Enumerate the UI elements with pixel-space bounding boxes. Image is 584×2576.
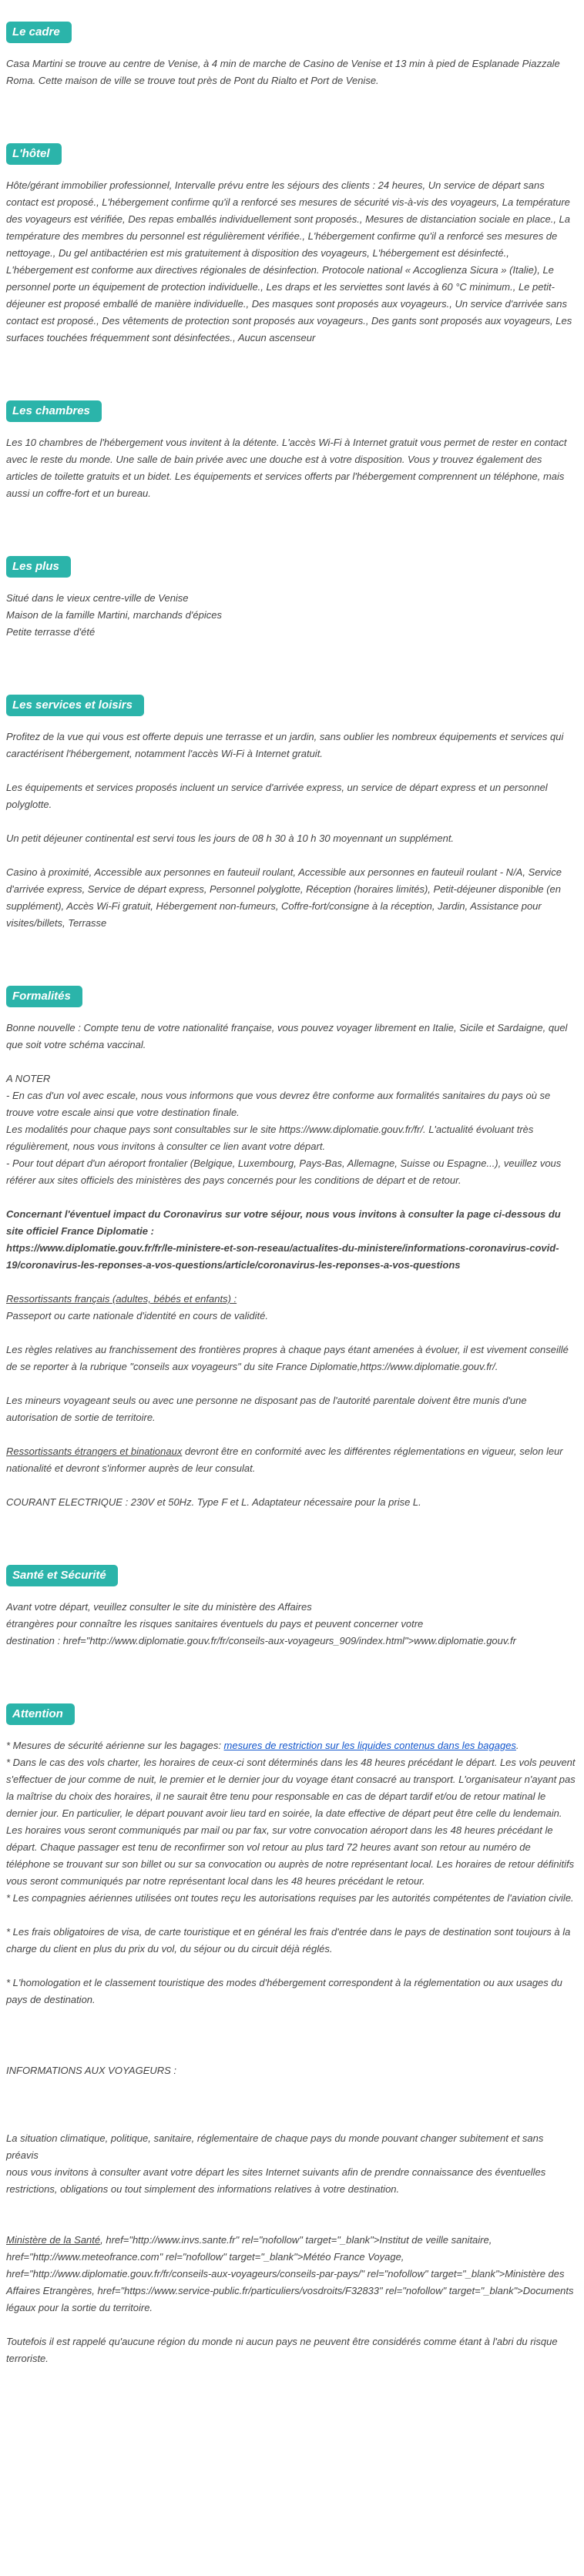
- text-run: Avant votre départ, veuillez consulter le site du ministère des Affaires: [6, 1601, 312, 1613]
- section-body-sante-et-securite: [6, 1599, 576, 1650]
- text-link[interactable]: mesures de restriction sur les liquides contenus dans les bagages: [223, 1740, 516, 1751]
- text-run: Les modalités pour chaque pays sont consultables sur le site https://www.diplomatie.gouv.fr/fr/. L'actualité évoluant très régulièrement, nous vous invitons à consulter ce lien avant votre départ.: [6, 1124, 534, 1152]
- text-run: Petite terrasse d'été: [6, 626, 96, 638]
- text-block: [6, 1240, 576, 1274]
- text-run: Un petit déjeuner continental est servi tous les jours de 08 h 30 à 10 h 30 moyennant un supplément.: [6, 832, 455, 844]
- text-block: [6, 624, 576, 641]
- text-block: [6, 779, 576, 813]
- text-run: Casa Martini se trouve au centre de Venise, à 4 min de marche de Casino de Venise et 13 min à pied de Esplanade Piazzale Roma. Cette maison de ville se trouve tout près de Pont du Rialto et Port de Venise.: [6, 58, 560, 86]
- text-block: [6, 1020, 576, 1054]
- section-informations-voyageurs: [6, 2062, 576, 2367]
- text-run: Les règles relatives au franchissement des frontières propres à chaque pays étant amenées à évoluer, il est vivement conseillé de se reporter à la rubrique "conseils aux voyageurs" du site France Diplomatie,https://www.diplomatie.gouv.fr/.: [6, 1344, 569, 1372]
- section-body-informations-voyageurs: [6, 2062, 576, 2367]
- text-run: Bonne nouvelle : Compte tenu de votre nationalité française, vous pouvez voyager librement en Italie, Sicile et Sardaigne, quel que soit votre schéma vaccinal.: [6, 1022, 568, 1050]
- text-run: Passeport ou carte nationale d'identité en cours de validité.: [6, 1310, 268, 1321]
- text-run: Hôte/gérant immobilier professionnel, Intervalle prévu entre les séjours des clients : 24 heures, Un service de départ sans contact est proposé., L'hébergement confirme qu'il a renforcé ses mesures de sécurité vis-à-vis des voyageurs, La température des voyageurs est vérifiée, Des repas emballés individuellement sont proposés., Mesures de distanciation sociale en place., La température des membres du personnel est régulièrement vérifiée., L'hébergement confirme qu'il a renforcé ses mesures de nettoyage., Du gel antibactérien est mis gratuitement à disposition des voyageurs, L'hébergement est désinfecté., L'hébergement est conforme aux directives régionales de désinfection. Protocole national « Accoglienza Sicura » (Italie), Le personnel porte un équipement de protection individuelle., Les draps et les serviettes sont lavés à 60 °C minimum., Le petit-déjeuner est proposé emballé de manière individuelle., Des masques sont proposés aux voyageurs., Un service d'arrivée sans contact est proposé., Des vêtements de protection sont proposés aux voyageurs., Des gants sont proposés aux voyageurs, Les surfaces touchées fréquemment sont désinfectées., Aucun ascenseur: [6, 179, 572, 343]
- text-run: , href="http://www.invs.sante.fr" rel="nofollow" target="_blank">Institut de veille sanitaire, href="http://www.meteofrance.com" rel="nofollow" target="_blank">Météo France Voyage, href="http://www.diplomatie.gouv.fr/fr/conseils-aux-voyageurs/conseils-par-pays/" rel="nofollow" target="_blank">Ministère des Affaires Etrangères, href="https://www.service-public.fr/particuliers/vosdroits/F32833" rel="nofollow" target="_blank">Documents légaux pour la sortie du territoire.: [6, 2234, 574, 2313]
- text-block: [6, 1121, 576, 1155]
- text-block: [6, 1342, 576, 1375]
- section-le-cadre: [6, 22, 576, 89]
- text-block: [6, 2333, 576, 2367]
- text-block: [6, 1087, 576, 1121]
- text-run: - Pour tout départ d'un aéroport frontalier (Belgique, Luxembourg, Pays-Bas, Allemagne, Suisse ou Espagne...), veuillez vous référer aux sites officiels des ministères des pays concernés pour les conditions de départ et de retour.: [6, 1157, 562, 1186]
- text-block: [6, 1924, 576, 1958]
- text-run: Concernant l'éventuel impact du Coronavirus sur votre séjour, nous vous invitons à consulter la page ci-dessous du site officiel France Diplomatie :: [6, 1208, 561, 1237]
- section-les-services-et-loisirs: [6, 695, 576, 932]
- text-block: [6, 2130, 576, 2164]
- text-block: [6, 1633, 576, 1650]
- text-run: étrangères pour connaître les risques sanitaires éventuels du pays et peuvent concerner votre: [6, 1618, 424, 1630]
- text-run: https://www.diplomatie.gouv.fr/fr/le-ministere-et-son-reseau/actualites-du-ministere/informations-coronavirus-covid-19/coronavirus-les-reponses-a-vos-questions/article/coronavirus-les-reponses-a-vos-questions: [6, 1242, 559, 1271]
- blank-line: [6, 1274, 576, 1291]
- blank-line: [6, 1325, 576, 1342]
- text-block: [6, 55, 576, 89]
- blank-line: [6, 2096, 576, 2113]
- section-title-formalites: Formalités: [6, 986, 82, 1007]
- section-title-les-plus: Les plus: [6, 556, 71, 578]
- section-body-les-services-et-loisirs: [6, 729, 576, 932]
- text-run: Les équipements et services proposés incluent un service d'arrivée express, un service de départ express et un personnel polyglotte.: [6, 782, 548, 810]
- text-block: [6, 830, 576, 847]
- text-block: [6, 1975, 576, 2008]
- section-title-le-cadre: Le cadre: [6, 22, 72, 43]
- text-block: [6, 2164, 576, 2198]
- text-run: .: [515, 1740, 519, 1751]
- blank-line: [6, 1907, 576, 1924]
- text-run: devront être en conformité avec les différentes réglementations en vigueur, selon leur nationalité et devront s'informer auprès de leur consulat.: [6, 1445, 563, 1474]
- text-run: * Dans le cas des vols charter, les horaires de ceux-ci sont déterminés dans les 48 heures précédant le départ. Les vols peuvent s'effectuer de jour comme de nuit, le premier et le dernier jour du voyage étant consacré au transport. L'organisateur n'ayant pas la maîtrise du choix des horaires, il ne saurait être tenu pour responsable en cas de départ tardif et/ou de retour matinal le dernier jour. En particulier, le départ pouvant avoir lieu tard en soirée, la date effective de départ peut être celle du lendemain. Les horaires vous seront communiqués par mail ou par fax, sur votre convocation aéroport dans les 48 heures précédant le départ. Chaque passager est tenu de reconfirmer son vol retour au plus tard 72 heures avant son retour au numéro de téléphone se trouvant sur son billet ou sur sa convocation ou auprès de notre représentant local. Les horaires de retour définitifs vous seront communiqués par notre représentant local dans les 48 heures précédant le retour.: [6, 1757, 576, 1887]
- text-run: INFORMATIONS AUX VOYAGEURS :: [6, 2065, 177, 2076]
- text-run: Profitez de la vue qui vous est offerte depuis une terrasse et un jardin, sans oublier les nombreux équipements et services qui caractérisent l'hébergement, notamment l'accès Wi-Fi à Internet gratuit.: [6, 731, 564, 759]
- text-run: Situé dans le vieux centre-ville de Venise: [6, 592, 189, 604]
- section-body-attention: [6, 1737, 576, 2008]
- section-title-sante-et-securite: Santé et Sécurité: [6, 1565, 118, 1586]
- blank-line: [6, 2198, 576, 2215]
- text-block: [6, 1206, 576, 1240]
- text-run: nous vous invitons à consulter avant votre départ les sites Internet suivants afin de prendre connaissance des éventuelles restrictions, obligations ou tout simplement des informations relatives à votre destination.: [6, 2166, 546, 2195]
- section-les-chambres: [6, 400, 576, 502]
- text-block: [6, 1737, 576, 1754]
- text-run: * L'homologation et le classement touristique des modes d'hébergement correspondent à la réglementation ou aux usages du pays de destination.: [6, 1977, 562, 2005]
- text-block: [6, 607, 576, 624]
- text-run: Ressortissants français (adultes, bébés et enfants) :: [6, 1293, 237, 1305]
- text-block: [6, 1494, 576, 1511]
- text-block: [6, 1155, 576, 1189]
- sections-root: [6, 22, 576, 2367]
- text-block: [6, 1070, 576, 1087]
- section-title-attention: Attention: [6, 1703, 75, 1725]
- blank-line: [6, 1477, 576, 1494]
- text-block: [6, 1890, 576, 1907]
- text-link[interactable]: Ministère de la Santé: [6, 2234, 101, 2246]
- blank-line: [6, 2215, 576, 2232]
- section-title-les-services-et-loisirs: Les services et loisirs: [6, 695, 144, 716]
- section-attention: [6, 1703, 576, 2008]
- section-formalites: [6, 986, 576, 1511]
- text-run: La situation climatique, politique, sanitaire, réglementaire de chaque pays du monde pouvant changer subitement et sans préavis: [6, 2132, 544, 2161]
- blank-line: [6, 2113, 576, 2130]
- text-run: Les mineurs voyageant seuls ou avec une personne ne disposant pas de l'autorité parentale doivent être munis d'une autorisation de sortie de territoire.: [6, 1395, 527, 1423]
- text-block: [6, 434, 576, 502]
- text-run: Les 10 chambres de l'hébergement vous invitent à la détente. L'accès Wi-Fi à Internet gratuit vous permet de rester en contact avec le reste du monde. Une salle de bain privée avec une douche est à votre disposition. Vous y trouvez également des articles de toilette gratuits et un bidet. Les équipements et services offerts par l'hébergement comprennent un téléphone, mais aussi un coffre-fort et un bureau.: [6, 437, 567, 499]
- blank-line: [6, 1375, 576, 1392]
- section-body-les-plus: [6, 590, 576, 641]
- text-run: * Les frais obligatoires de visa, de carte touristique et en général les frais d'entrée dans le pays de destination sont toujours à la charge du client en plus du prix du vol, du séjour ou du circuit déjà réglés.: [6, 1926, 571, 1955]
- text-block: [6, 729, 576, 762]
- blank-line: [6, 1054, 576, 1070]
- text-block: [6, 1392, 576, 1426]
- blank-line: [6, 2079, 576, 2096]
- section-body-les-chambres: [6, 434, 576, 502]
- section-body-le-cadre: [6, 55, 576, 89]
- blank-line: [6, 762, 576, 779]
- text-block: [6, 864, 576, 932]
- blank-line: [6, 847, 576, 864]
- text-block: [6, 2062, 576, 2079]
- text-run: A NOTER: [6, 1073, 51, 1084]
- section-title-l-hotel: L'hôtel: [6, 143, 62, 165]
- blank-line: [6, 1426, 576, 1443]
- section-title-les-chambres: Les chambres: [6, 400, 102, 422]
- text-run: * Mesures de sécurité aérienne sur les bagages:: [6, 1740, 224, 1751]
- text-block: [6, 1308, 576, 1325]
- section-body-l-hotel: [6, 177, 576, 347]
- text-block: [6, 1616, 576, 1633]
- section-l-hotel: [6, 143, 576, 347]
- text-block: [6, 177, 576, 347]
- text-block: [6, 590, 576, 607]
- section-sante-et-securite: [6, 1565, 576, 1650]
- text-block: [6, 1443, 576, 1477]
- blank-line: [6, 1958, 576, 1975]
- section-body-formalites: [6, 1020, 576, 1511]
- section-les-plus: [6, 556, 576, 641]
- blank-line: [6, 2316, 576, 2333]
- text-block: [6, 2232, 576, 2316]
- blank-line: [6, 813, 576, 830]
- blank-line: [6, 1189, 576, 1206]
- text-run: Casino à proximité, Accessible aux personnes en fauteuil roulant, Accessible aux personnes en fauteuil roulant - N/A, Service d'arrivée express, Service de départ express, Personnel polyglotte, Réception (horaires limités), Petit-déjeuner disponible (en supplément), Accès Wi-Fi gratuit, Hébergement non-fumeurs, Coffre-fort/consigne à la réception, Jardin, Assistance pour visites/billets, Terrasse: [6, 866, 562, 929]
- text-run: Maison de la famille Martini, marchands d'épices: [6, 609, 222, 621]
- text-block: [6, 1599, 576, 1616]
- text-run: COURANT ELECTRIQUE : 230V et 50Hz. Type F et L. Adaptateur nécessaire pour la prise L.: [6, 1496, 421, 1508]
- text-block: [6, 1291, 576, 1308]
- text-run: Ressortissants étrangers et binationaux: [6, 1445, 183, 1457]
- text-run: * Les compagnies aériennes utilisées ont toutes reçu les autorisations requises par les autorités compétentes de l'aviation civile.: [6, 1892, 574, 1904]
- text-run: Toutefois il est rappelé qu'aucune région du monde ni aucun pays ne peuvent être considérés comme étant à l'abri du risque terroriste.: [6, 2336, 558, 2364]
- text-run: - En cas d'un vol avec escale, nous vous informons que vous devrez être conforme aux formalités sanitaires du pays où se trouve votre escale ainsi que votre destination finale.: [6, 1090, 551, 1118]
- text-run: destination : href="http://www.diplomatie.gouv.fr/fr/conseils-aux-voyageurs_909/index.html">www.diplomatie.gouv.fr: [6, 1635, 516, 1646]
- text-block: [6, 1754, 576, 1890]
